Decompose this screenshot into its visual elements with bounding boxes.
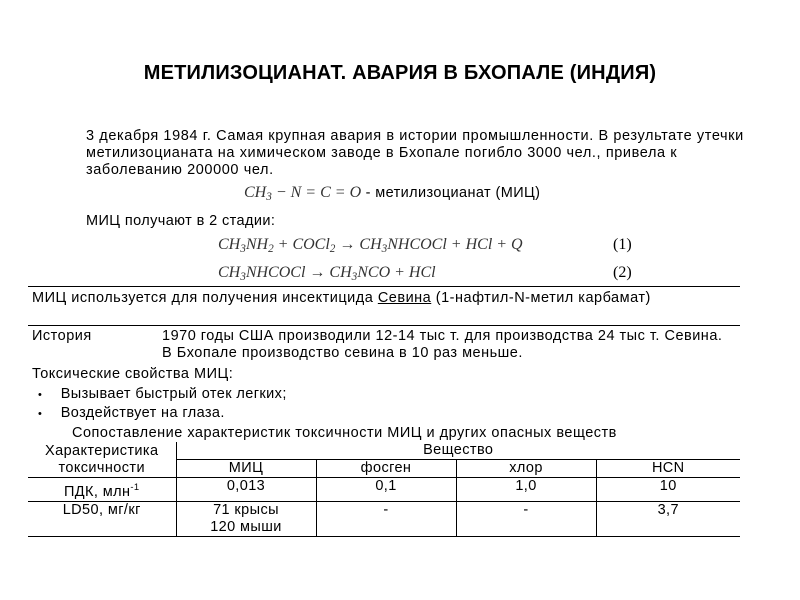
equation-1-number: (1)	[613, 236, 632, 253]
table-cell: 71 крысы 120 мыши	[176, 502, 316, 537]
toxic-heading: Токсические свойства МИЦ:	[32, 366, 234, 382]
table-cell: -	[316, 502, 456, 537]
equation-2: $CH_3NHCOCl \to CH_3NCO$ + HCl	[218, 264, 436, 283]
bullet-icon: •	[38, 408, 43, 420]
table-row	[28, 478, 740, 502]
table-caption: Сопоставление характеристик токсичности МИЦ и других опасных веществ	[72, 425, 617, 441]
table-cell: -	[456, 502, 596, 537]
stages-label: МИЦ получают в 2 стадии:	[86, 213, 276, 229]
toxic-item: • Вызывает быстрый отек легких;	[38, 386, 287, 402]
table-header-row	[28, 442, 740, 460]
table-cell: 10	[596, 478, 740, 502]
table-corner-header: Характеристика токсичности	[28, 442, 176, 478]
page-title: МЕТИЛИЗОЦИАНАТ. АВАРИЯ В БХОПАЛЕ (ИНДИЯ)	[143, 62, 657, 84]
history-label: История	[32, 328, 92, 344]
table-cell: 3,7	[596, 502, 740, 537]
divider	[28, 286, 740, 287]
mic-formula-line	[244, 184, 540, 203]
mic-formula-description: - метилизоцианат (МИЦ)	[365, 185, 541, 201]
sevin-link: Севина	[377, 290, 432, 306]
column-header: фосген	[316, 460, 456, 478]
table-group-header: Вещество	[176, 442, 740, 460]
row-label: LD50, мг/кг	[28, 502, 176, 537]
usage-paragraph: МИЦ используется для получения инсектицида Севина (1-нафтил-N-метил карбамат)	[32, 290, 651, 306]
equation-1: $CH_3NH_2$ + COCl$_2$ → $CH_3NHCOCl$ + HCl + Q	[218, 236, 523, 255]
intro-paragraph: 3 декабря 1984 г. Самая крупная авария в истории промышленности. В результате утечки метилизоцианата на химическом заводе в Бхопале погибло 3000 чел., привела к заболеванию 200000 чел.	[86, 128, 744, 178]
divider	[28, 325, 740, 326]
row-label: ПДК, млн$^{-1}$	[28, 478, 176, 502]
history-text: 1970 годы США производили 12-14 тыс т. для производства 24 тыс т. Севина. В Бхопале производство севина в 10 раз меньше.	[162, 328, 723, 361]
mic-formula: $CH_3 - N = C = O$	[244, 184, 362, 203]
column-header: HCN	[596, 460, 740, 478]
equation-2-number: (2)	[613, 264, 632, 281]
toxicity-table	[28, 442, 740, 537]
column-header: хлор	[456, 460, 596, 478]
bullet-icon: •	[38, 389, 43, 401]
table-row	[28, 502, 740, 537]
table-cell: 0,1	[316, 478, 456, 502]
table-cell: 1,0	[456, 478, 596, 502]
toxic-item: • Воздействует на глаза.	[38, 405, 225, 421]
column-header: МИЦ	[176, 460, 316, 478]
table-cell: 0,013	[176, 478, 316, 502]
